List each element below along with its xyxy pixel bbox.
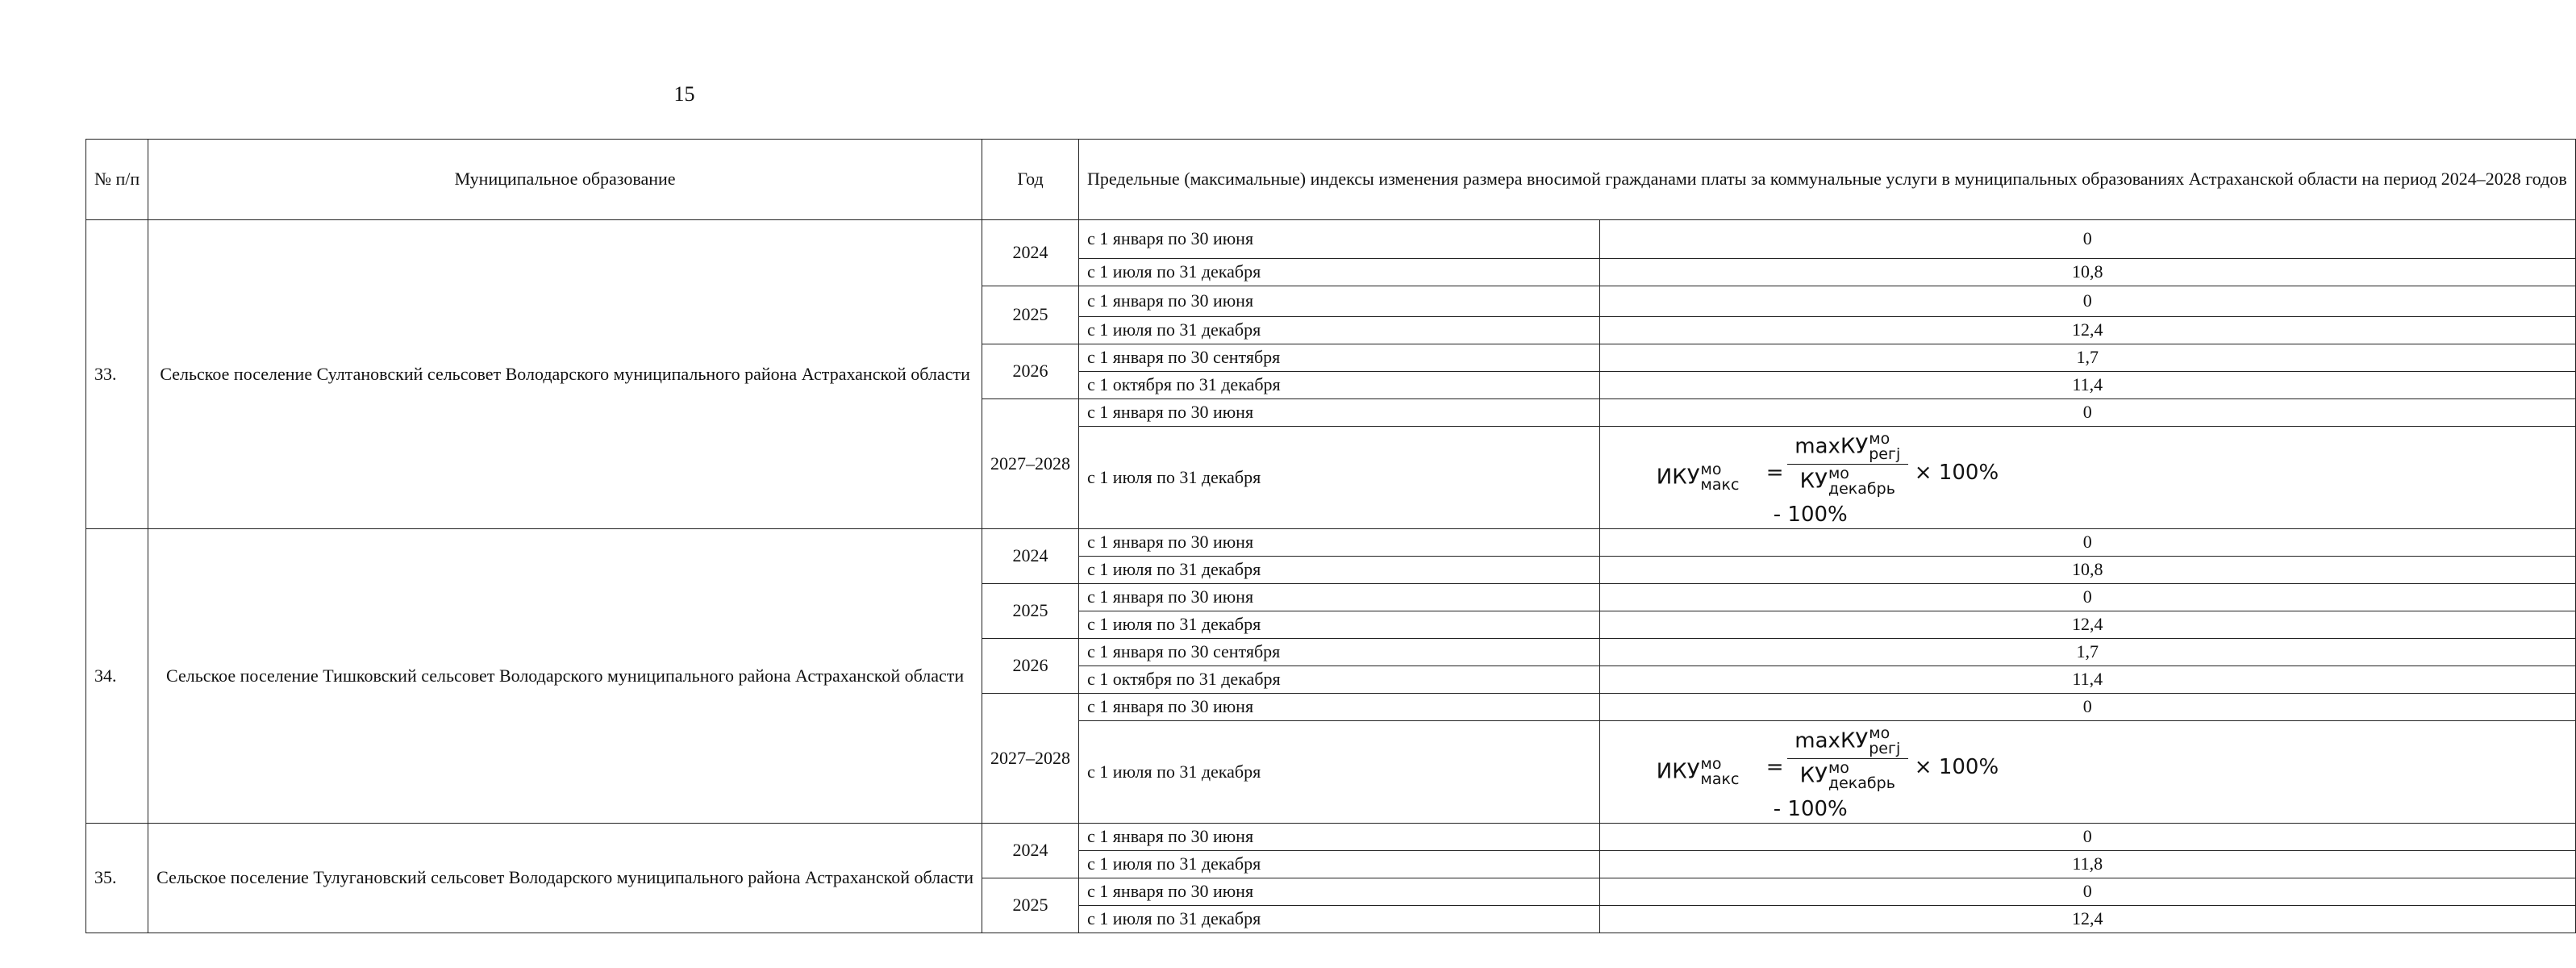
formula-fraction xyxy=(1787,726,1908,791)
index-value: 0 xyxy=(1599,529,2575,557)
year-cell: 2024 xyxy=(982,220,1079,286)
period-cell: с 1 января по 30 июня xyxy=(1079,529,1600,557)
index-value: 0 xyxy=(1599,584,2575,611)
header-num: № п/п xyxy=(86,140,148,220)
formula-denominator: КУ мо декабрь xyxy=(1799,465,1895,498)
period-cell: с 1 июля по 31 декабря xyxy=(1079,317,1600,344)
table-header-row xyxy=(86,140,2576,220)
header-indexes: Предельные (максимальные) индексы изменения размера вносимой гражданами платы за коммунальные услуги в муниципальных образованиях Астраханской области на период 2024–2028 годов xyxy=(1079,140,2576,220)
index-value: 10,8 xyxy=(1599,557,2575,584)
table-body xyxy=(86,220,2576,933)
period-cell: с 1 октября по 31 декабря xyxy=(1079,666,1600,694)
tariff-index-table xyxy=(85,139,2576,933)
index-value: 12,4 xyxy=(1599,611,2575,639)
formula-cell xyxy=(1599,721,2575,824)
index-value: 11,4 xyxy=(1599,372,2575,399)
year-cell: 2024 xyxy=(982,529,1079,584)
year-cell: 2025 xyxy=(982,878,1079,933)
index-value: 12,4 xyxy=(1599,906,2575,933)
row-number: 33. xyxy=(86,220,148,529)
row-number: 35. xyxy=(86,824,148,933)
formula-times: × 100% xyxy=(1914,755,1999,779)
year-cell: 2026 xyxy=(982,344,1079,399)
period-cell: с 1 января по 30 июня xyxy=(1079,824,1600,851)
formula-fraction xyxy=(1787,432,1908,497)
year-cell: 2024 xyxy=(982,824,1079,878)
period-cell: с 1 июля по 31 декабря xyxy=(1079,906,1600,933)
formula-denominator: КУ мо декабрь xyxy=(1799,759,1895,792)
period-cell: с 1 октября по 31 декабря xyxy=(1079,372,1600,399)
formula-cell xyxy=(1599,427,2575,529)
header-year: Год xyxy=(982,140,1079,220)
year-cell: 2025 xyxy=(982,286,1079,344)
formula-lhs: ИКУ мо макс xyxy=(1656,755,1740,788)
period-cell: с 1 января по 30 июня xyxy=(1079,584,1600,611)
formula-numerator: maxКУ мо регj xyxy=(1794,724,1901,757)
header-municipality: Муниципальное образование xyxy=(148,140,982,220)
formula-lhs: ИКУ мо макс xyxy=(1656,461,1740,494)
period-cell: с 1 января по 30 сентября xyxy=(1079,639,1600,666)
index-value: 12,4 xyxy=(1599,317,2575,344)
index-value: 11,4 xyxy=(1599,666,2575,694)
year-cell: 2026 xyxy=(982,639,1079,694)
page-number: 15 xyxy=(673,82,695,106)
municipality-name: Сельское поселение Султановский сельсовет Володарского муниципального района Астраханской области xyxy=(148,220,982,529)
index-value: 0 xyxy=(1599,399,2575,427)
index-value: 10,8 xyxy=(1599,259,2575,286)
index-value: 0 xyxy=(1599,694,2575,721)
period-cell: с 1 июля по 31 декабря xyxy=(1079,427,1600,529)
index-value: 0 xyxy=(1599,824,2575,851)
formula-equals: = xyxy=(1765,461,1784,485)
period-cell: с 1 июля по 31 декабря xyxy=(1079,259,1600,286)
municipality-name: Сельское поселение Тулугановский сельсовет Володарского муниципального района Астраханской области xyxy=(148,824,982,933)
period-cell: с 1 января по 30 июня xyxy=(1079,220,1600,259)
period-cell: с 1 июля по 31 декабря xyxy=(1079,611,1600,639)
period-cell: с 1 июля по 31 декабря xyxy=(1079,721,1600,824)
index-value: 0 xyxy=(1599,286,2575,317)
formula-minus: - 100% xyxy=(1773,503,1848,527)
formula xyxy=(1608,721,2567,823)
period-cell: с 1 января по 30 июня xyxy=(1079,286,1600,317)
period-cell: с 1 июля по 31 декабря xyxy=(1079,557,1600,584)
formula-minus: - 100% xyxy=(1773,797,1848,821)
year-cell: 2025 xyxy=(982,584,1079,639)
row-number: 34. xyxy=(86,529,148,824)
index-value: 0 xyxy=(1599,878,2575,906)
year-cell: 2027–2028 xyxy=(982,399,1079,529)
table-row xyxy=(86,824,2576,851)
period-cell: с 1 января по 30 июня xyxy=(1079,878,1600,906)
index-value: 1,7 xyxy=(1599,344,2575,372)
year-cell: 2027–2028 xyxy=(982,694,1079,824)
table-row xyxy=(86,529,2576,557)
index-value: 1,7 xyxy=(1599,639,2575,666)
municipality-name: Сельское поселение Тишковский сельсовет Володарского муниципального района Астраханской области xyxy=(148,529,982,824)
formula-equals: = xyxy=(1765,755,1784,779)
table-row xyxy=(86,220,2576,259)
formula-times: × 100% xyxy=(1914,461,1999,485)
period-cell: с 1 июля по 31 декабря xyxy=(1079,851,1600,878)
index-value: 11,8 xyxy=(1599,851,2575,878)
period-cell: с 1 января по 30 сентября xyxy=(1079,344,1600,372)
period-cell: с 1 января по 30 июня xyxy=(1079,399,1600,427)
period-cell: с 1 января по 30 июня xyxy=(1079,694,1600,721)
formula-numerator: maxКУ мо регj xyxy=(1794,430,1901,463)
index-value: 0 xyxy=(1599,220,2575,259)
formula xyxy=(1608,427,2567,528)
